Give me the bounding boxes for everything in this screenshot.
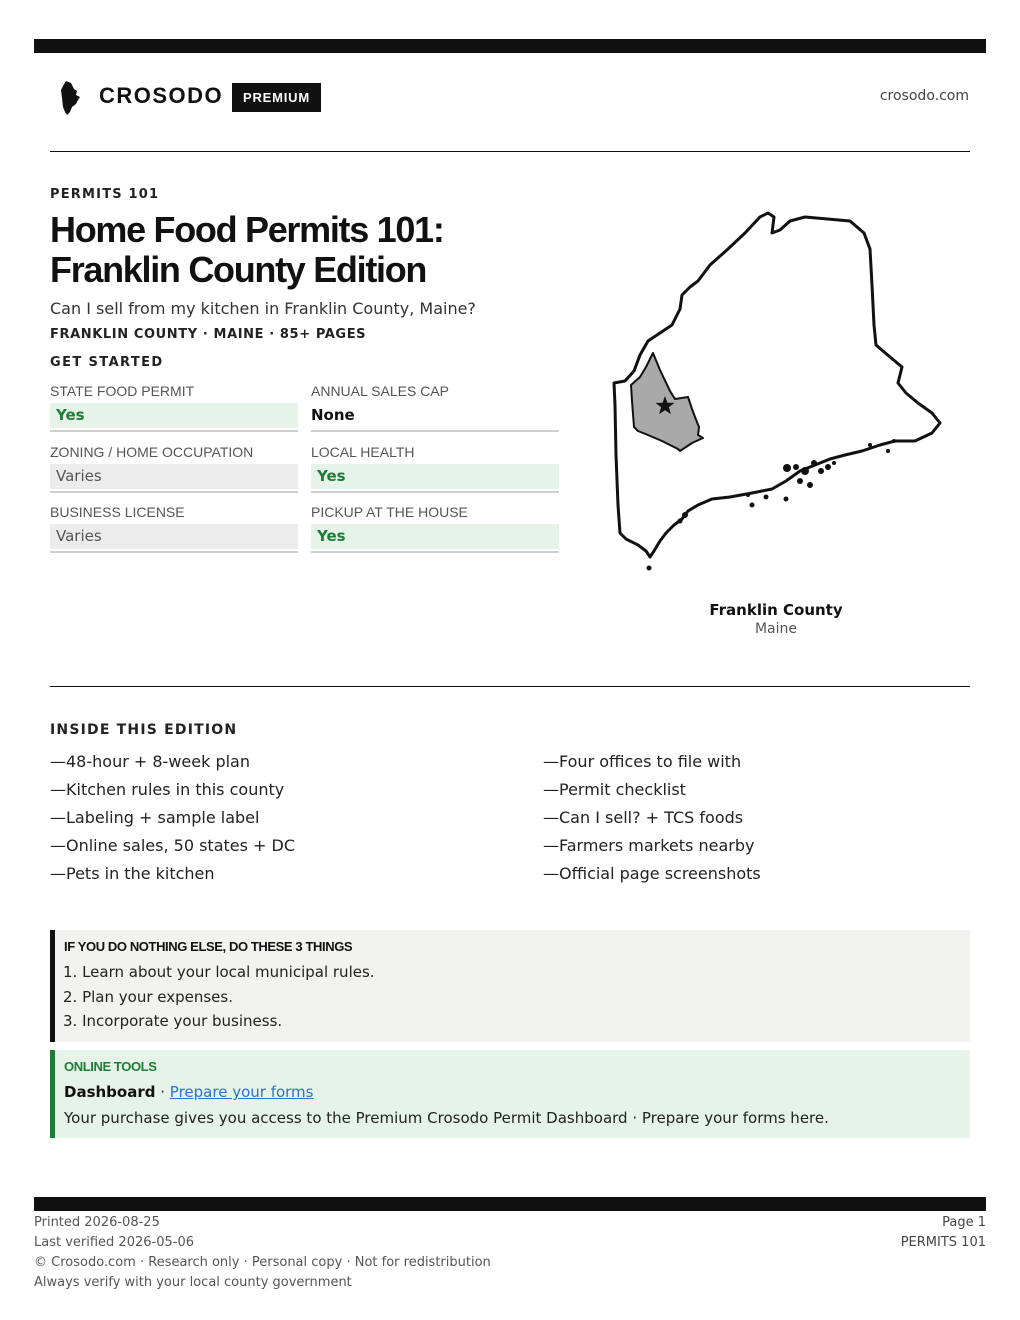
copyright-notice: © Crosodo.com · Research only · Personal copy · Not for redistribution [34,1255,491,1270]
page-subtitle: Can I sell from my kitchen in Franklin County, Maine? [50,299,476,318]
toc-item: —Online sales, 50 states + DC [50,836,296,855]
maine-map-icon [600,205,960,575]
fact-label: ZONING / HOME OCCUPATION [50,444,254,460]
top-border-bar [34,39,986,53]
header-divider [50,151,970,152]
page-header [50,78,970,118]
toc-item: —Official page screenshots [543,864,761,883]
state-map [600,205,960,575]
verify-note: Always verify with your local county government [34,1275,352,1290]
toc-item: —Pets in the kitchen [50,864,215,883]
online-tools-callout [50,1050,970,1138]
fact-underline [311,491,559,493]
must-do-callout [50,930,970,1042]
brand-name[interactable]: CROSODO [99,83,224,108]
must-do-step: 3. Incorporate your business. [63,1012,283,1030]
inside-edition-heading: INSIDE THIS EDITION [50,722,238,738]
get-started-heading: GET STARTED [50,355,164,370]
fact-label: PICKUP AT THE HOUSE [311,504,468,520]
footer-right [901,1213,986,1253]
dashboard-label: Dashboard [64,1083,156,1101]
must-do-heading: IF YOU DO NOTHING ELSE, DO THESE 3 THINGS [64,939,353,954]
fact-business-license [50,504,298,554]
toc-item: —Farmers markets nearby [543,836,755,855]
page-number: Page 1 [942,1215,986,1230]
toc-item: —Four offices to file with [543,752,742,771]
fact-value: Varies [50,524,298,549]
prepare-forms-link[interactable]: Prepare your forms [169,1083,314,1101]
toc-item: —Can I sell? + TCS foods [543,808,744,827]
page-title: Home Food Permits 101: Franklin County Edition [50,209,444,290]
fact-value: Varies [50,464,298,489]
fact-local-health [311,444,559,494]
map-state-name: Maine [754,621,798,637]
premium-badge: PREMIUM [232,83,321,112]
fact-value: Yes [311,524,559,549]
fact-label: BUSINESS LICENSE [50,504,185,520]
fact-label: ANNUAL SALES CAP [311,383,449,399]
toc-item: —48-hour + 8-week plan [50,752,250,771]
bottom-border-bar [34,1197,986,1211]
section-divider [50,686,970,687]
map-county-name: Franklin County [709,601,843,619]
fact-state-food-permit [50,383,298,433]
fact-zoning-home-occupation [50,444,298,494]
must-do-step: 1. Learn about your local municipal rules. [63,963,375,981]
verified-date: Last verified 2026-05-06 [34,1235,194,1250]
toc-right-column [543,748,983,888]
edition-meta: FRANKLIN COUNTY · MAINE · 85+ PAGES [50,327,367,342]
fact-value: None [311,406,355,424]
fact-underline [311,551,559,553]
separator: · [155,1083,170,1101]
maine-silhouette-icon [58,80,84,116]
fact-underline [311,430,559,432]
fact-underline [50,551,298,553]
fact-label: STATE FOOD PERMIT [50,383,195,399]
online-tools-heading: ONLINE TOOLS [64,1059,157,1074]
fact-annual-sales-cap [311,383,559,433]
dashboard-line [64,1083,313,1101]
printed-date: Printed 2026-08-25 [34,1215,160,1230]
fact-value: Yes [50,403,298,428]
fact-label: LOCAL HEALTH [311,444,415,460]
site-url[interactable]: crosodo.com [879,88,969,104]
fact-underline [50,430,298,432]
map-caption [676,601,876,637]
footer-left [34,1213,491,1293]
toc-item: —Labeling + sample label [50,808,260,827]
fact-value: Yes [311,464,559,489]
fact-underline [50,491,298,493]
fact-pickup-at-house [311,504,559,554]
section-eyebrow: PERMITS 101 [50,187,160,202]
must-do-step: 2. Plan your expenses. [63,988,233,1006]
dashboard-description: Your purchase gives you access to the Premium Crosodo Permit Dashboard · Prepare your forms here. [64,1109,829,1127]
footer-section: PERMITS 101 [900,1235,986,1250]
toc-item: —Kitchen rules in this county [50,780,285,799]
toc-left-column [50,748,490,888]
toc-item: —Permit checklist [543,780,686,799]
